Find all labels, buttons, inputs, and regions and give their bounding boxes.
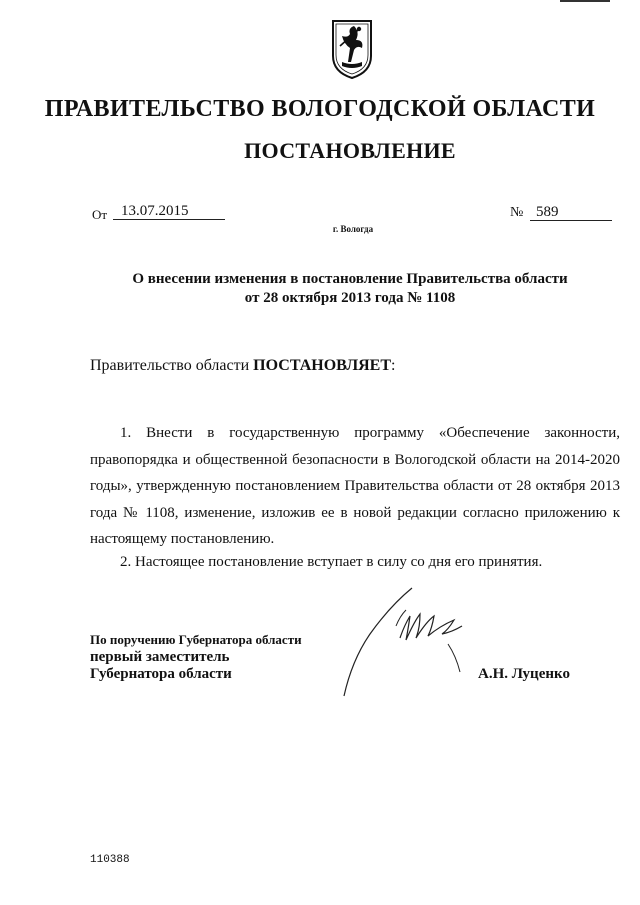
city-label: г. Вологда <box>332 224 374 234</box>
date-prefix-label: От <box>92 207 108 222</box>
vologda-coat-of-arms-icon <box>330 18 374 80</box>
footer-code: 110388 <box>90 854 130 866</box>
signatory-line-3: Губернатора области <box>90 666 232 682</box>
decree-verb: ПОСТАНОВЛЯЕТ <box>253 357 392 374</box>
clause-2 <box>90 549 620 576</box>
signatory-line-2: первый заместитель <box>90 649 230 665</box>
signatory-line-1: По поручению Губернатора области <box>90 632 302 647</box>
clause-1 <box>90 420 620 553</box>
document-type-title: ПОСТАНОВЛЕНИЕ <box>244 138 456 163</box>
clause-2-text: 2. Настоящее постановление вступает в силу со дня его принятия. <box>120 554 543 570</box>
scan-edge-mark <box>560 0 610 2</box>
decree-statement <box>90 357 395 375</box>
subject-line-2: от 28 октября 2013 года № 1108 <box>244 290 456 306</box>
signatory-title <box>90 631 302 683</box>
document-date: 13.07.2015 <box>113 203 225 220</box>
document-subject <box>0 270 640 308</box>
clause-1-text: 1. Внести в государственную программу «Обеспечение законности, правопорядка и общественной безопасности в Вологодской области на 2014-2020 годы», утвержденную постановлением Правительства области от 28 октября 2013 года № 1108, изменение, изложив ее в новой редакции согласно приложению к настоящему постановлению. <box>90 425 620 547</box>
handwritten-signature <box>330 586 480 698</box>
decree-prefix: Правительство области <box>90 357 254 374</box>
government-title: ПРАВИТЕЛЬСТВО ВОЛОГОДСКОЙ ОБЛАСТИ <box>44 96 596 122</box>
signer-name: А.Н. Луценко <box>478 666 570 682</box>
document-number: 589 <box>530 204 612 221</box>
decree-suffix: : <box>391 357 396 374</box>
number-label: № <box>510 205 524 220</box>
subject-line-1: О внесении изменения в постановление Правительства области <box>132 271 568 287</box>
